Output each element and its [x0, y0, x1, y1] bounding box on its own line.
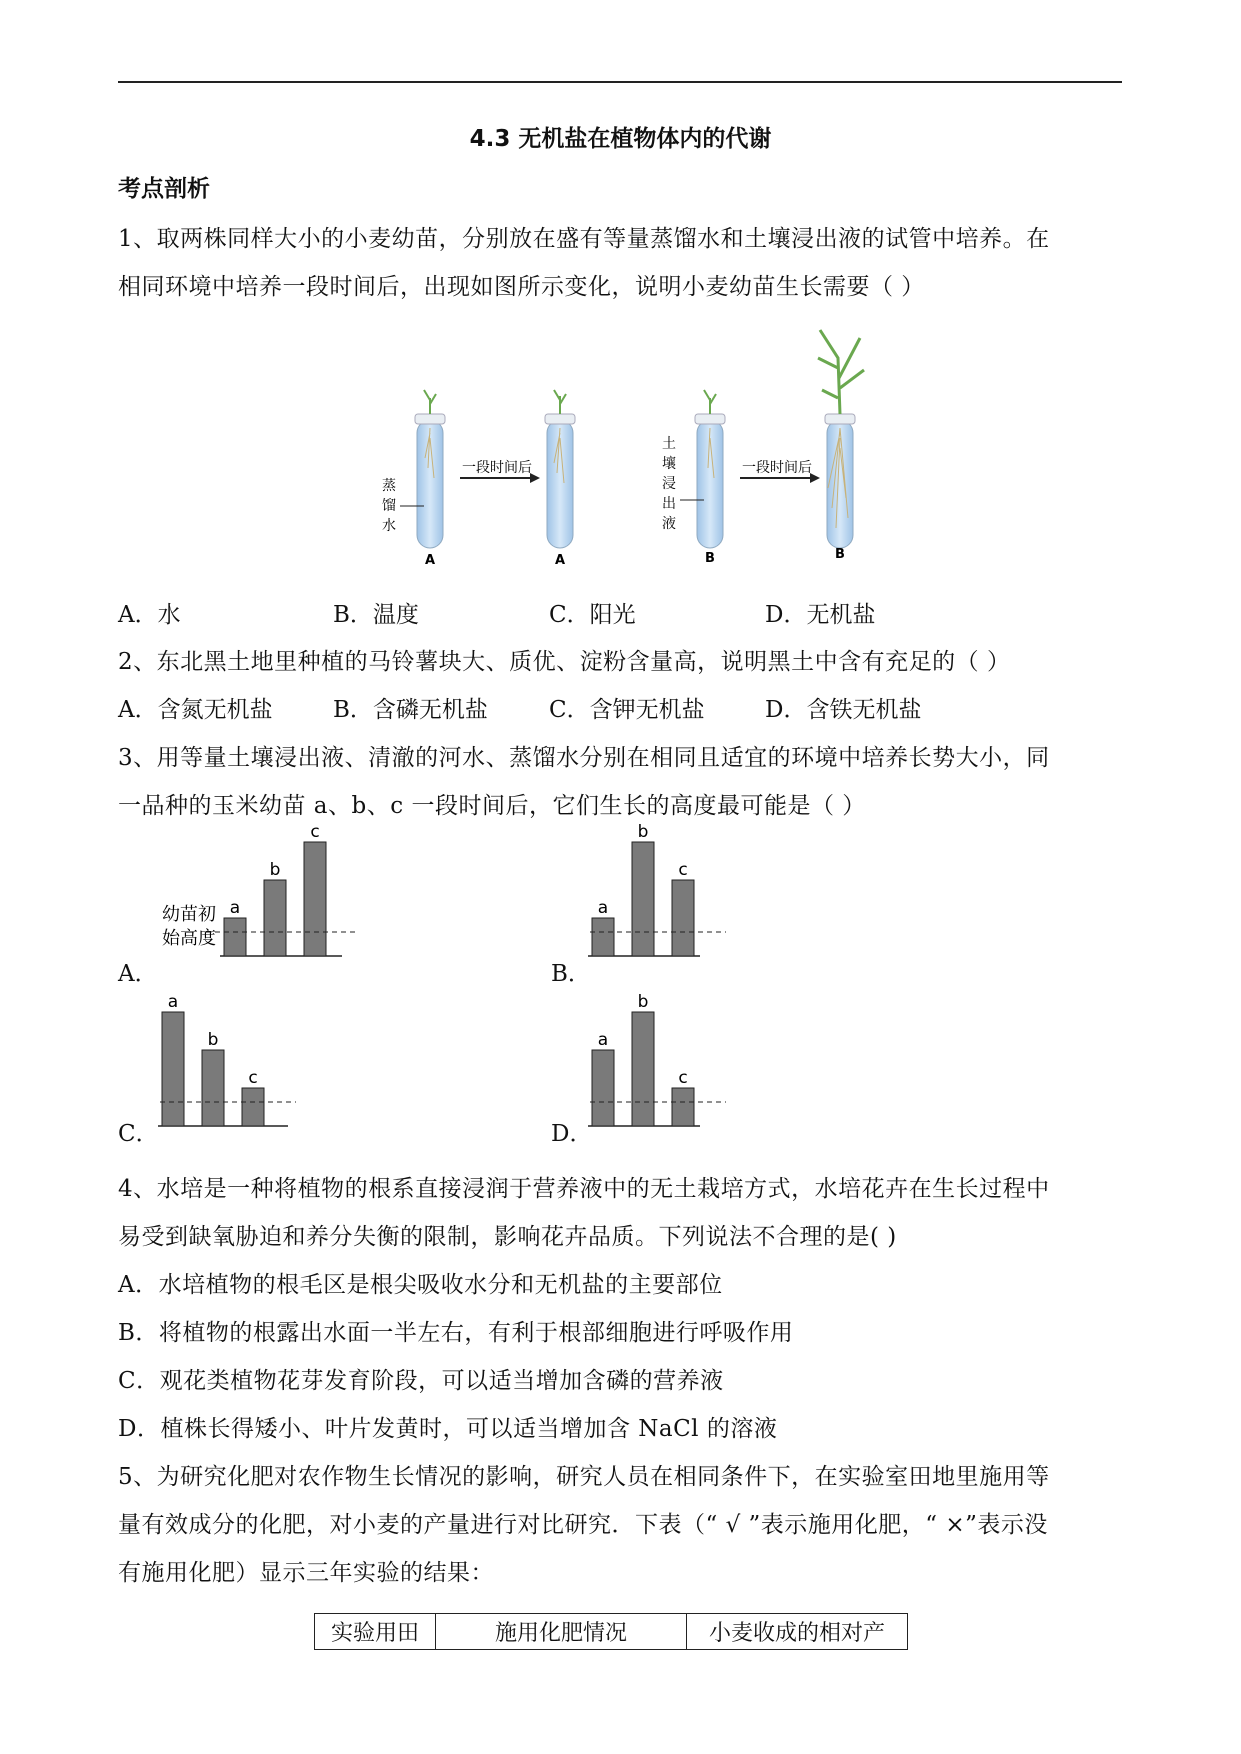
q5-text-line2: 量有效成分的化肥，对小麦的产量进行对比研究．下表（“ √ ”表示施用化肥，“ ×”表示没 — [118, 1512, 1048, 1538]
label-soil-5: 液 — [662, 516, 676, 532]
q2-option-b[interactable]: B．含磷无机盐 — [333, 697, 488, 723]
label-distilled-3: 水 — [382, 518, 396, 534]
arrow-label-b: 一段时间后 — [742, 460, 812, 476]
table-header-yield: 小麦收成的相对产 — [687, 1614, 908, 1650]
tube-label-a1: A — [425, 553, 436, 568]
bar-label-a: a — [167, 992, 179, 1012]
bar-label-c: c — [310, 822, 320, 842]
tube-b-before — [695, 390, 725, 548]
label-distilled-1: 蒸 — [382, 478, 396, 494]
bar-a — [592, 918, 614, 956]
bar-label-b: b — [637, 992, 649, 1012]
bar-label-c: c — [248, 1068, 258, 1088]
q4-text-line1: 4、水培是一种将植物的根系直接浸润于营养液中的无土栽培方式，水培花卉在生长过程中 — [118, 1176, 1050, 1202]
tube-label-b1: B — [705, 551, 715, 566]
bar-a — [162, 1012, 184, 1126]
q2-option-d[interactable]: D．含铁无机盐 — [765, 697, 922, 723]
q3-chart-a — [160, 822, 400, 965]
bar-label-b: b — [207, 1030, 219, 1050]
header-rule — [118, 81, 1122, 83]
tube-label-b2: B — [835, 547, 845, 562]
bar-b — [632, 1012, 654, 1126]
bar-c — [242, 1088, 264, 1126]
q1-option-a[interactable]: A．水 — [118, 602, 181, 628]
q3-option-a[interactable]: A． — [118, 961, 158, 987]
q3-chart-d — [590, 992, 790, 1135]
q4-option-b[interactable]: B．将植物的根露出水面一半左右，有利于根部细胞进行呼吸作用 — [118, 1320, 794, 1346]
q4-option-d[interactable]: D．植株长得矮小、叶片发黄时，可以适当增加含 NaCl 的溶液 — [118, 1416, 778, 1442]
label-soil-3: 浸 — [662, 476, 676, 492]
bar-label-a: a — [597, 1030, 609, 1050]
bar-a — [224, 918, 246, 956]
q3-chart-c — [160, 992, 360, 1135]
q1-option-b[interactable]: B．温度 — [333, 602, 419, 628]
q1-option-c[interactable]: C．阳光 — [549, 602, 636, 628]
bar-label-b: b — [269, 860, 281, 880]
bar-label-a: a — [229, 898, 241, 918]
q2-text-line1: 2、东北黑土地里种植的马铃薯块大、质优、淀粉含量高，说明黑土中含有充足的（ ） — [118, 649, 1011, 675]
label-soil-4: 出 — [662, 496, 676, 512]
bar-c — [672, 880, 694, 956]
page-title: 4.3 无机盐在植物体内的代谢 — [469, 126, 772, 152]
label-soil-1: 土 — [662, 436, 676, 452]
baseline-label-1: 幼苗初 — [162, 904, 216, 925]
tube-label-a2: A — [555, 553, 566, 568]
bar-label-a: a — [597, 898, 609, 918]
bar-b — [202, 1050, 224, 1126]
bar-c — [672, 1088, 694, 1126]
bar-label-c: c — [678, 860, 688, 880]
q5-text-line1: 5、为研究化肥对农作物生长情况的影响，研究人员在相同条件下，在实验室田地里施用等 — [118, 1464, 1050, 1490]
tube-b-after — [818, 330, 864, 548]
bar-c — [304, 842, 326, 956]
tube-a-before — [415, 390, 445, 548]
label-distilled-2: 馏 — [382, 498, 396, 514]
bar-b — [632, 842, 654, 956]
q1-test-tube-figure — [370, 318, 890, 568]
table-header-fertilizer: 施用化肥情况 — [436, 1614, 687, 1650]
bar-b — [264, 880, 286, 956]
arrow-label-a: 一段时间后 — [462, 460, 532, 476]
table-header-row — [315, 1614, 908, 1650]
q3-option-d[interactable]: D． — [551, 1121, 593, 1147]
bar-label-b: b — [637, 822, 649, 842]
bar-label-c: c — [678, 1068, 688, 1088]
section-heading: 考点剖析 — [118, 176, 210, 202]
q3-text-line2: 一品种的玉米幼苗 a、b、c 一段时间后，它们生长的高度最可能是（ ） — [118, 793, 866, 819]
q5-results-table — [314, 1613, 908, 1650]
q3-text-line1: 3、用等量土壤浸出液、清澈的河水、蒸馏水分别在相同且适宜的环境中培养长势大小，同 — [118, 745, 1050, 771]
q2-option-c[interactable]: C．含钾无机盐 — [549, 697, 705, 723]
q1-text-line1: 1、取两株同样大小的小麦幼苗，分别放在盛有等量蒸馏水和土壤浸出液的试管中培养。在 — [118, 226, 1050, 252]
q2-option-a[interactable]: A．含氮无机盐 — [118, 697, 273, 723]
q1-text-line2: 相同环境中培养一段时间后，出现如图所示变化，说明小麦幼苗生长需要（ ） — [118, 274, 925, 300]
q3-chart-b — [590, 822, 790, 965]
q4-text-line2: 易受到缺氧胁迫和养分失衡的限制，影响花卉品质。下列说法不合理的是( ) — [118, 1224, 897, 1250]
bar-a — [592, 1050, 614, 1126]
baseline-label-2: 始高度 — [162, 928, 216, 949]
q3-option-b[interactable]: B． — [551, 961, 591, 987]
label-soil-2: 壤 — [662, 456, 676, 472]
q3-option-c[interactable]: C． — [118, 1121, 159, 1147]
table-header-field: 实验用田 — [315, 1614, 436, 1650]
q4-option-a[interactable]: A．水培植物的根毛区是根尖吸收水分和无机盐的主要部位 — [118, 1272, 723, 1298]
q4-option-c[interactable]: C．观花类植物花芽发育阶段，可以适当增加含磷的营养液 — [118, 1368, 724, 1394]
tube-a-after — [545, 390, 575, 548]
q1-option-d[interactable]: D．无机盐 — [765, 602, 876, 628]
q5-text-line3: 有施用化肥）显示三年实验的结果： — [118, 1560, 494, 1586]
